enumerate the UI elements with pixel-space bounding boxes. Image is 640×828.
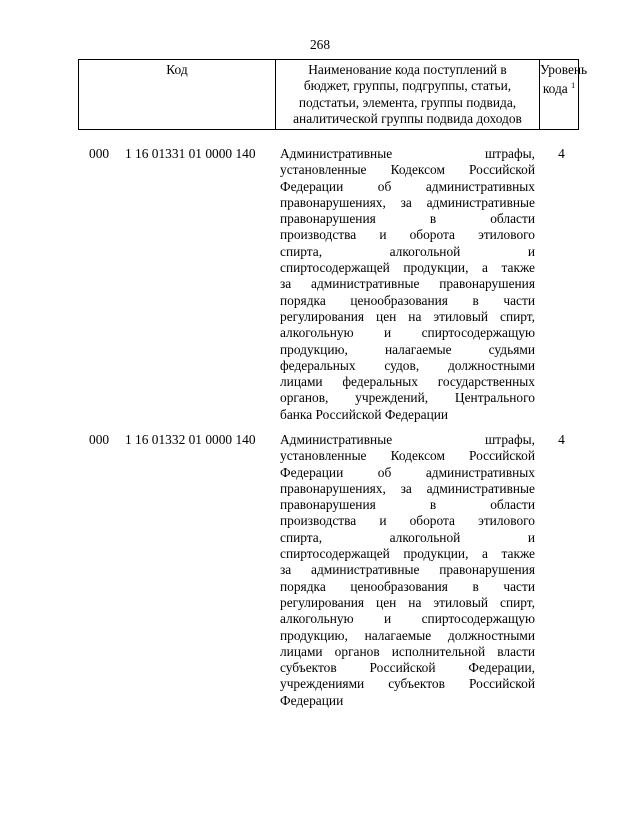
header-level-word: кода — [542, 81, 568, 97]
footnote-marker: 1 — [571, 81, 576, 91]
row-name-line: спиртосодержащей продукции, а также — [280, 546, 535, 562]
row-name-line: учреждениями субъектов Российской — [280, 676, 535, 692]
row-name — [280, 146, 535, 423]
row-name-line: правонарушения в области — [280, 497, 535, 513]
header-name-line: Наименование кода поступлений в — [308, 62, 507, 77]
row-name-line: спиртосодержащей продукции, а также — [280, 260, 535, 276]
header-name — [276, 60, 540, 130]
row-name-line: регулирования цен на этиловый спирт, — [280, 594, 535, 610]
row-name-line: Федерации об административных — [280, 464, 535, 480]
header-name-line: подстатьи, элемента, группы подвида, — [298, 94, 517, 110]
row-name-line: порядка ценообразования в части — [280, 292, 535, 308]
row-name-line: производства и оборота этилового — [280, 513, 535, 529]
row-code: 1 16 01331 01 0000 140 — [125, 146, 256, 161]
row-name-line: правонарушениях, за административные — [280, 480, 535, 496]
table-header — [78, 59, 588, 130]
row-name-line: производства и оборота этилового — [280, 227, 535, 243]
row-name-line: лицами органов исполнительной власти — [280, 643, 535, 659]
row-name-line: Федерации — [280, 692, 344, 708]
row-name-line: правонарушениях, за административные — [280, 194, 535, 210]
row-name-line: алкогольную и спиртосодержащую — [280, 611, 535, 627]
header-name-line: бюджет, группы, подгруппы, статьи, — [303, 78, 512, 94]
row-name-line: субъектов Российской Федерации, — [280, 660, 535, 676]
header-name-line: аналитической группы подвида доходов — [293, 110, 522, 126]
row-name-line: за административные правонарушения — [280, 562, 535, 578]
row-name-line: продукцию, налагаемые должностными — [280, 627, 535, 643]
row-name-line: федеральных судов, должностными — [280, 357, 535, 373]
row-name-line: Административные штрафы, — [280, 146, 535, 161]
row-name-line: алкогольную и спиртосодержащую — [280, 325, 535, 341]
row-name-line: банка Российской Федерации — [280, 406, 449, 422]
row-name-line: регулирования цен на этиловый спирт, — [280, 308, 535, 324]
row-name-line: лицами федеральных государственных — [280, 374, 535, 390]
row-name-line: спирта, алкогольной и — [280, 529, 535, 545]
row-level: 4 — [558, 432, 565, 447]
row-level: 4 — [558, 146, 565, 161]
row-code-prefix: 000 — [89, 146, 110, 161]
row-name-line: за административные правонарушения — [280, 276, 535, 292]
row-name-line: Административные штрафы, — [280, 432, 535, 447]
row-name-line: Федерации об административных — [280, 178, 535, 194]
header-level-line-2 — [540, 78, 578, 97]
row-name-line: правонарушения в области — [280, 211, 535, 227]
row-name-line: продукцию, налагаемые судьями — [280, 341, 535, 357]
row-name-line: органов, учреждений, Центрального — [280, 390, 535, 406]
row-name-line: установленные Кодексом Российской — [280, 162, 535, 178]
row-name — [280, 432, 535, 709]
row-name-line: спирта, алкогольной и — [280, 243, 535, 259]
header-code: Код — [79, 60, 276, 130]
header-level — [540, 60, 588, 130]
row-code-prefix: 000 — [89, 432, 110, 447]
row-name-line: установленные Кодексом Российской — [280, 448, 535, 464]
row-code: 1 16 01332 01 0000 140 — [125, 432, 256, 447]
header-level-line: Уровень — [540, 62, 588, 77]
page-number: 268 — [309, 37, 331, 52]
row-name-line: порядка ценообразования в части — [280, 578, 535, 594]
